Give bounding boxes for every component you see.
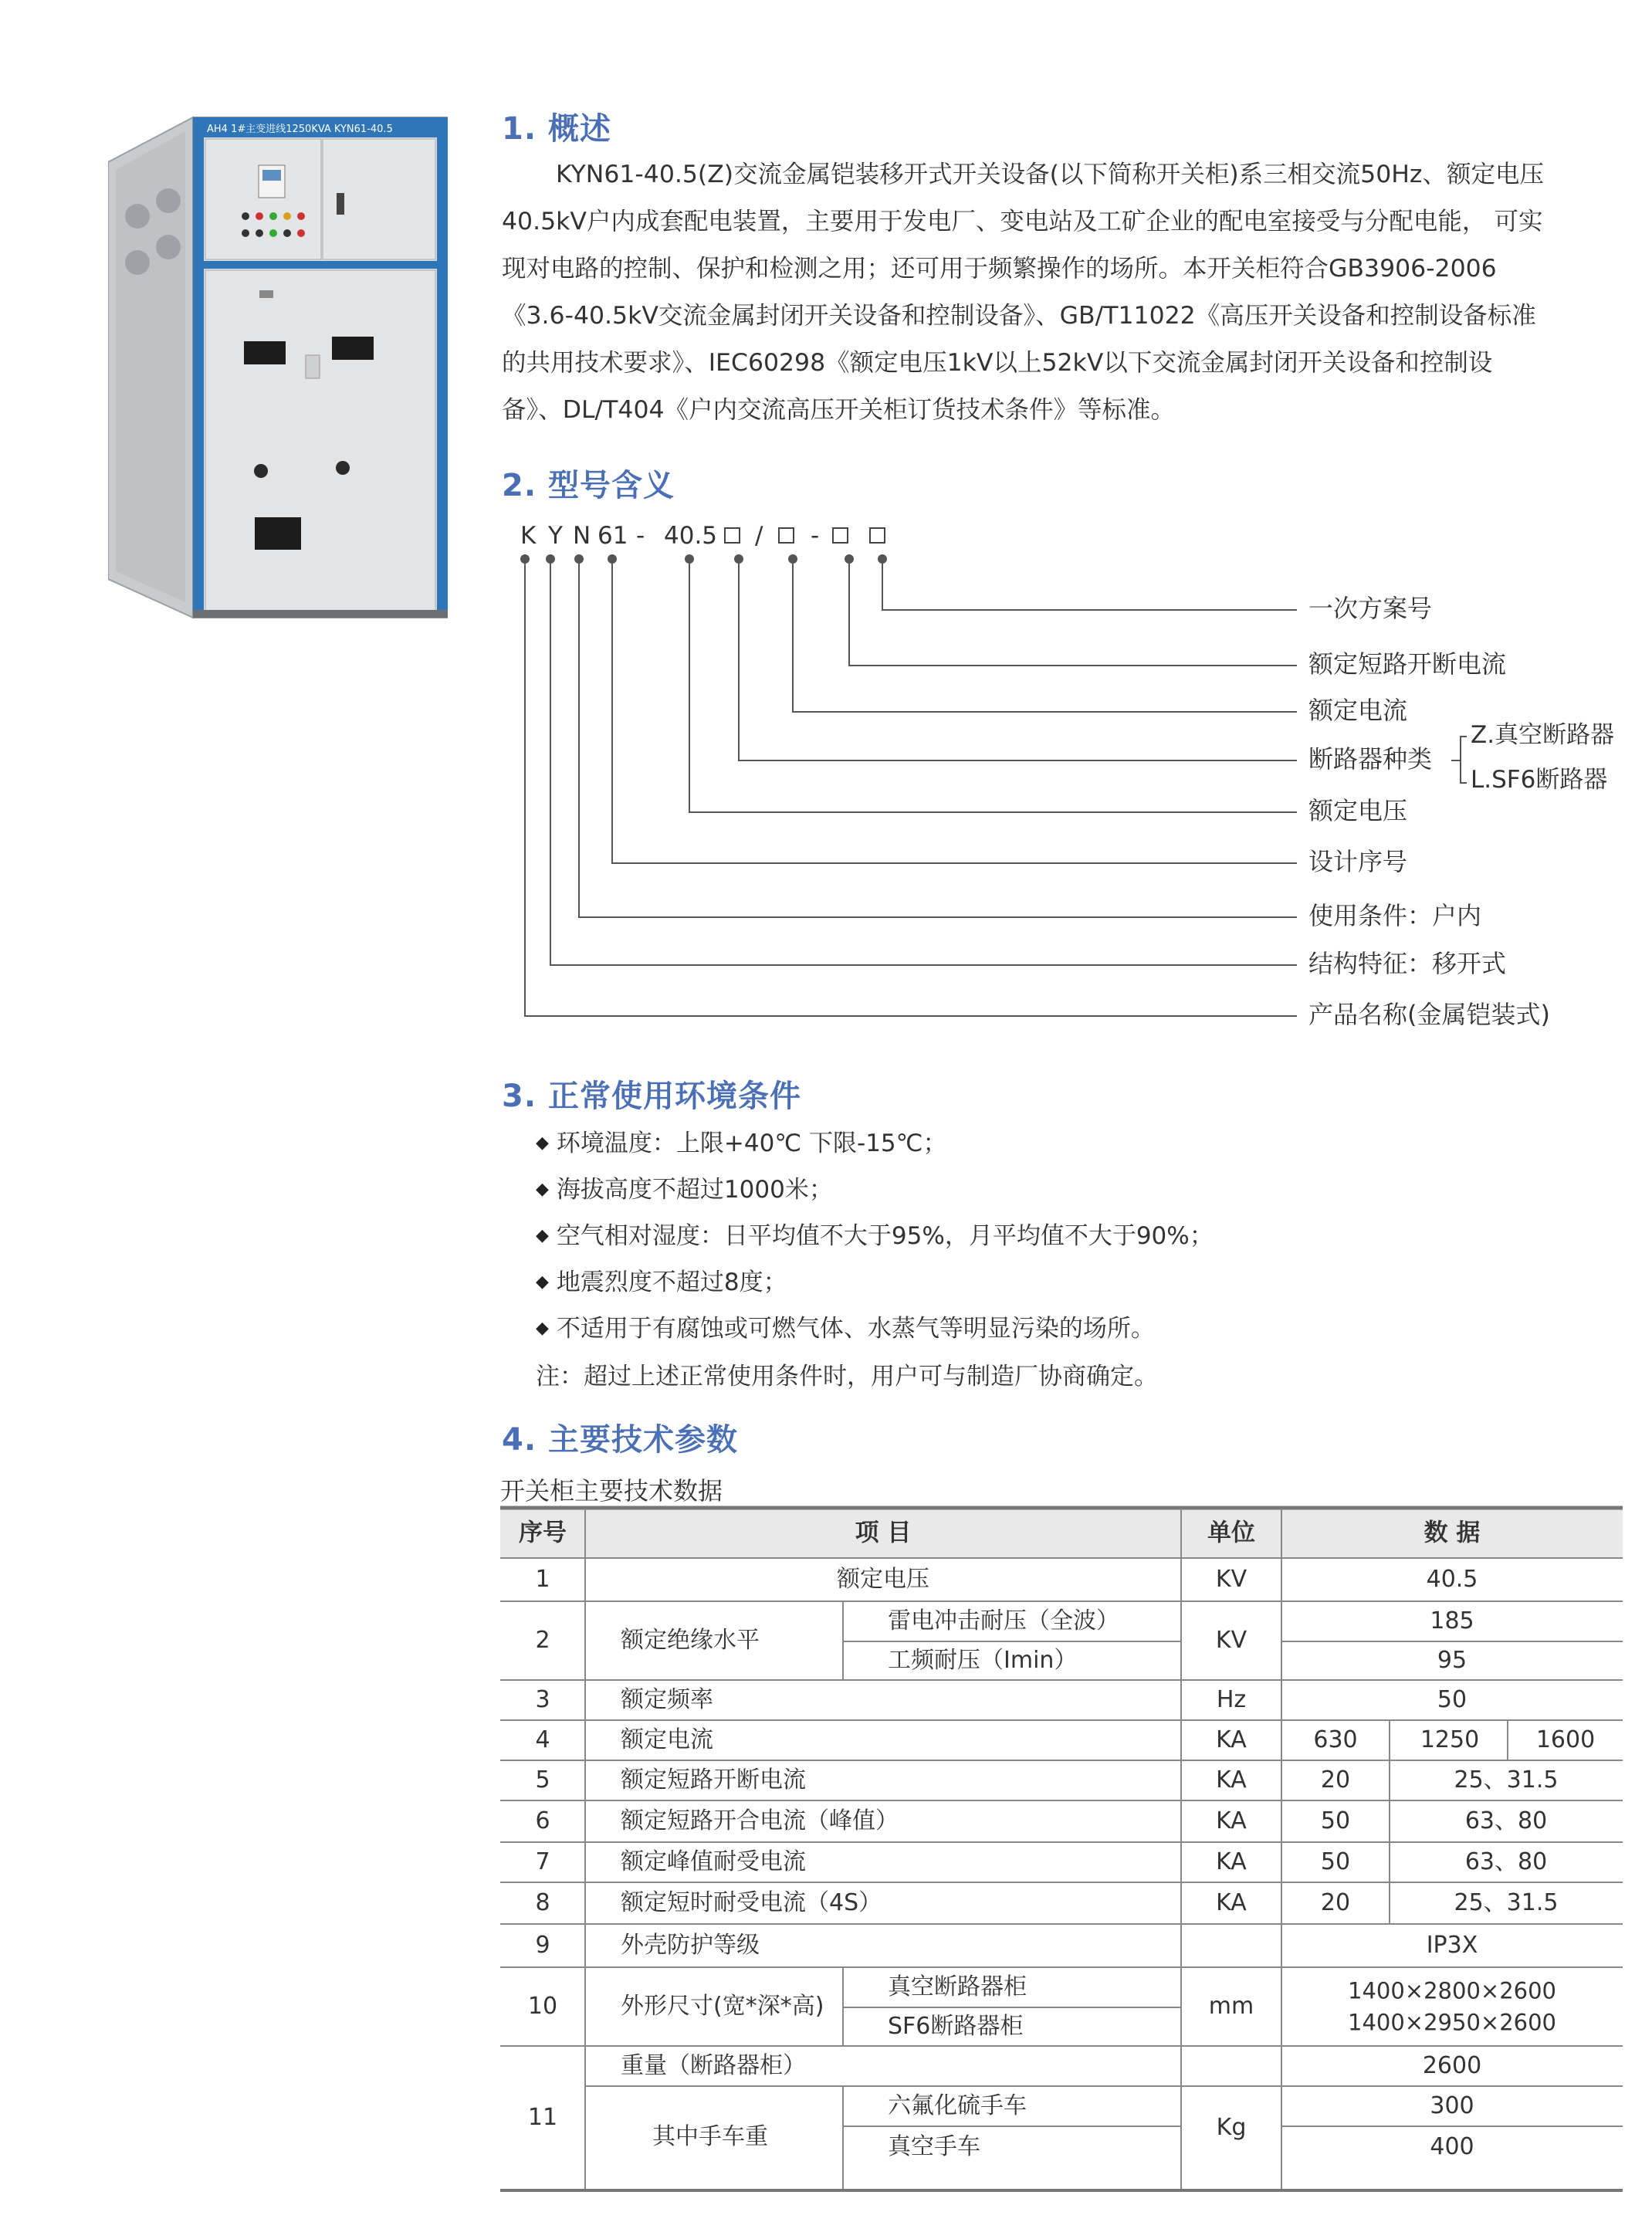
row-7-item: 额定峰值耐受电流 xyxy=(621,1848,806,1875)
label-breaker-type: 断路器种类 xyxy=(1308,744,1433,774)
section-3-heading: 3. 正常使用环境条件 xyxy=(502,1079,801,1114)
bullet-icon: ◆ xyxy=(536,1272,549,1292)
code-letter-n: N xyxy=(573,522,591,550)
overview-line: KYN61-40.5(Z)交流金属铠装移开式开关设备(以下简称开关柜)系三相交流50Hz、额定电压 xyxy=(556,161,1544,188)
label-usage-condition: 使用条件：户内 xyxy=(1308,901,1482,930)
conditions-note: 注：超过上述正常使用条件时，用户可与制造厂协商确定。 xyxy=(536,1363,1158,1390)
row-2-unit: KV xyxy=(1215,1627,1247,1654)
row-6-no: 6 xyxy=(535,1807,550,1834)
row-8-data-a: 20 xyxy=(1320,1889,1351,1916)
row-10-sub1: 真空断路器柜 xyxy=(888,1973,1027,2000)
row-11-unit: Kg xyxy=(1216,2114,1247,2141)
row-3-item: 额定频率 xyxy=(621,1686,713,1713)
code-rated-voltage: 40.5 xyxy=(664,522,718,550)
code-dash: - xyxy=(636,522,645,550)
row-1-no: 1 xyxy=(535,1566,550,1593)
row-6-item: 额定短路开合电流（峰值） xyxy=(621,1807,899,1834)
row-4-data-a: 630 xyxy=(1313,1726,1358,1753)
row-10-item: 外形尺寸(宽*深*高) xyxy=(621,1993,824,2020)
row-2-sub2: 工频耐压（Imin） xyxy=(888,1647,1078,1674)
condition-item: ◆ 空气相对湿度：日平均值不大于95%，月平均值不大于90%； xyxy=(536,1222,1214,1250)
row-11-no: 11 xyxy=(527,2104,558,2131)
row-9-item: 外壳防护等级 xyxy=(621,1932,760,1959)
row-2-data-1: 185 xyxy=(1430,1607,1474,1634)
row-5-unit: KA xyxy=(1216,1766,1247,1794)
section-1-heading: 1. 概述 xyxy=(502,111,611,147)
row-10-sub2: SF6断路器柜 xyxy=(888,2013,1024,2040)
row-2-data-2: 95 xyxy=(1437,1647,1468,1674)
row-11-data-0: 2600 xyxy=(1422,2052,1482,2079)
row-7-data-b: 63、80 xyxy=(1464,1848,1548,1875)
row-2-item: 额定绝缘水平 xyxy=(621,1627,760,1654)
row-5-data-b: 25、31.5 xyxy=(1454,1766,1559,1794)
row-10-no: 10 xyxy=(527,1993,558,2020)
row-11-item: 重量（断路器柜） xyxy=(621,2052,806,2079)
header-data: 数 据 xyxy=(1423,1519,1481,1547)
overview-line: 现对电路的控制、保护和检测之用；还可用于频繁操作的场所。本开关柜符合GB3906-2006 xyxy=(502,255,1497,283)
row-1-unit: KV xyxy=(1215,1566,1247,1593)
row-1-data: 40.5 xyxy=(1426,1566,1478,1593)
row-11-item2: 其中手车重 xyxy=(652,2123,768,2150)
condition-item: ◆ 不适用于有腐蚀或可燃气体、水蒸气等明显污染的场所。 xyxy=(536,1315,1155,1343)
bullet-icon: ◆ xyxy=(536,1319,549,1338)
header-item: 项 目 xyxy=(855,1519,912,1547)
code-slash: / xyxy=(755,522,763,550)
condition-item: ◆ 海拔高度不超过1000米； xyxy=(536,1176,833,1204)
code-dash: - xyxy=(811,522,820,550)
overview-line: 备》、DL/T404《户内交流高压开关柜订货技术条件》等标准。 xyxy=(502,396,1176,424)
row-7-data-a: 50 xyxy=(1320,1848,1351,1875)
breaker-type-sf6: L.SF6断路器 xyxy=(1471,766,1608,794)
row-11-sub1: 六氟化硫手车 xyxy=(888,2092,1027,2119)
row-10-data-1: 1400×2800×2600 xyxy=(1347,1977,1557,2004)
row-8-unit: KA xyxy=(1216,1889,1247,1916)
spec-table xyxy=(500,1506,1623,2192)
row-11-sub2: 真空手车 xyxy=(888,2133,980,2160)
row-5-no: 5 xyxy=(535,1766,550,1794)
breaker-type-vacuum: Z.真空断路器 xyxy=(1471,721,1615,749)
cabinet-top-label: AH4 1#主变进线1250KVA KYN61-40.5 xyxy=(207,124,393,135)
row-7-no: 7 xyxy=(535,1848,550,1875)
bullet-icon: ◆ xyxy=(536,1226,549,1245)
row-4-unit: KA xyxy=(1216,1726,1247,1753)
row-3-data: 50 xyxy=(1437,1686,1468,1713)
code-letter-y: Y xyxy=(548,522,563,550)
row-9-data: IP3X xyxy=(1426,1932,1478,1959)
row-2-sub1: 雷电冲击耐压（全波） xyxy=(888,1607,1119,1634)
row-8-no: 8 xyxy=(535,1889,550,1916)
label-rated-current: 额定电流 xyxy=(1308,696,1408,725)
row-3-unit: Hz xyxy=(1216,1686,1247,1713)
bullet-icon: ◆ xyxy=(536,1133,549,1153)
row-1-item: 额定电压 xyxy=(837,1566,929,1593)
row-3-no: 3 xyxy=(535,1686,550,1713)
row-9-no: 9 xyxy=(535,1932,550,1959)
row-5-data-a: 20 xyxy=(1320,1766,1351,1794)
label-design-number: 设计序号 xyxy=(1308,847,1408,876)
row-7-unit: KA xyxy=(1216,1848,1247,1875)
label-rated-voltage: 额定电压 xyxy=(1308,796,1408,825)
row-4-data-b: 1250 xyxy=(1420,1726,1480,1753)
row-10-data-2: 1400×2950×2600 xyxy=(1347,2009,1557,2036)
section-2-heading: 2. 型号含义 xyxy=(502,468,675,503)
code-design-number: 61 xyxy=(597,522,628,550)
overview-line: 《3.6-40.5kV交流金属封闭开关设备和控制设备》、GB/T11022《高压开关设备和控制设备标准 xyxy=(502,302,1536,330)
row-6-data-a: 50 xyxy=(1320,1807,1351,1834)
code-letter-k: K xyxy=(520,522,537,550)
table-caption: 开关柜主要技术数据 xyxy=(500,1476,723,1506)
header-no: 序号 xyxy=(519,1519,567,1547)
row-4-no: 4 xyxy=(535,1726,550,1753)
row-11-data-2: 400 xyxy=(1430,2133,1474,2160)
row-2-no: 2 xyxy=(535,1627,550,1654)
model-code-leader-lines xyxy=(0,0,1652,1050)
label-primary-scheme-no: 一次方案号 xyxy=(1308,594,1433,623)
row-8-item: 额定短时耐受电流（4S） xyxy=(621,1889,882,1916)
bullet-icon: ◆ xyxy=(536,1180,549,1199)
label-rated-short-circuit-breaking-current: 额定短路开断电流 xyxy=(1308,649,1507,679)
header-unit: 单位 xyxy=(1207,1519,1255,1547)
condition-item: ◆ 环境温度：上限+40℃ 下限-15℃； xyxy=(536,1130,947,1157)
overview-line: 40.5kV户内成套配电装置，主要用于发电厂、变电站及工矿企业的配电室接受与分配电能， 可实 xyxy=(502,208,1543,235)
overview-line: 的共用技术要求》、IEC60298《额定电压1kV以上52kV以下交流金属封闭开关设备和控制设 xyxy=(502,349,1493,377)
row-8-data-b: 25、31.5 xyxy=(1454,1889,1559,1916)
section-4-heading: 4. 主要技术参数 xyxy=(502,1422,738,1458)
label-structure-feature: 结构特征：移开式 xyxy=(1308,949,1507,978)
row-10-unit: mm xyxy=(1208,1993,1254,2020)
label-product-name: 产品名称(金属铠装式) xyxy=(1308,1000,1550,1029)
row-4-data-c: 1600 xyxy=(1535,1726,1596,1753)
row-6-unit: KA xyxy=(1216,1807,1247,1834)
row-5-item: 额定短路开断电流 xyxy=(621,1766,806,1794)
condition-item: ◆ 地震烈度不超过8度； xyxy=(536,1269,787,1296)
row-11-data-1: 300 xyxy=(1430,2092,1474,2119)
row-6-data-b: 63、80 xyxy=(1464,1807,1548,1834)
row-4-item: 额定电流 xyxy=(621,1726,713,1753)
